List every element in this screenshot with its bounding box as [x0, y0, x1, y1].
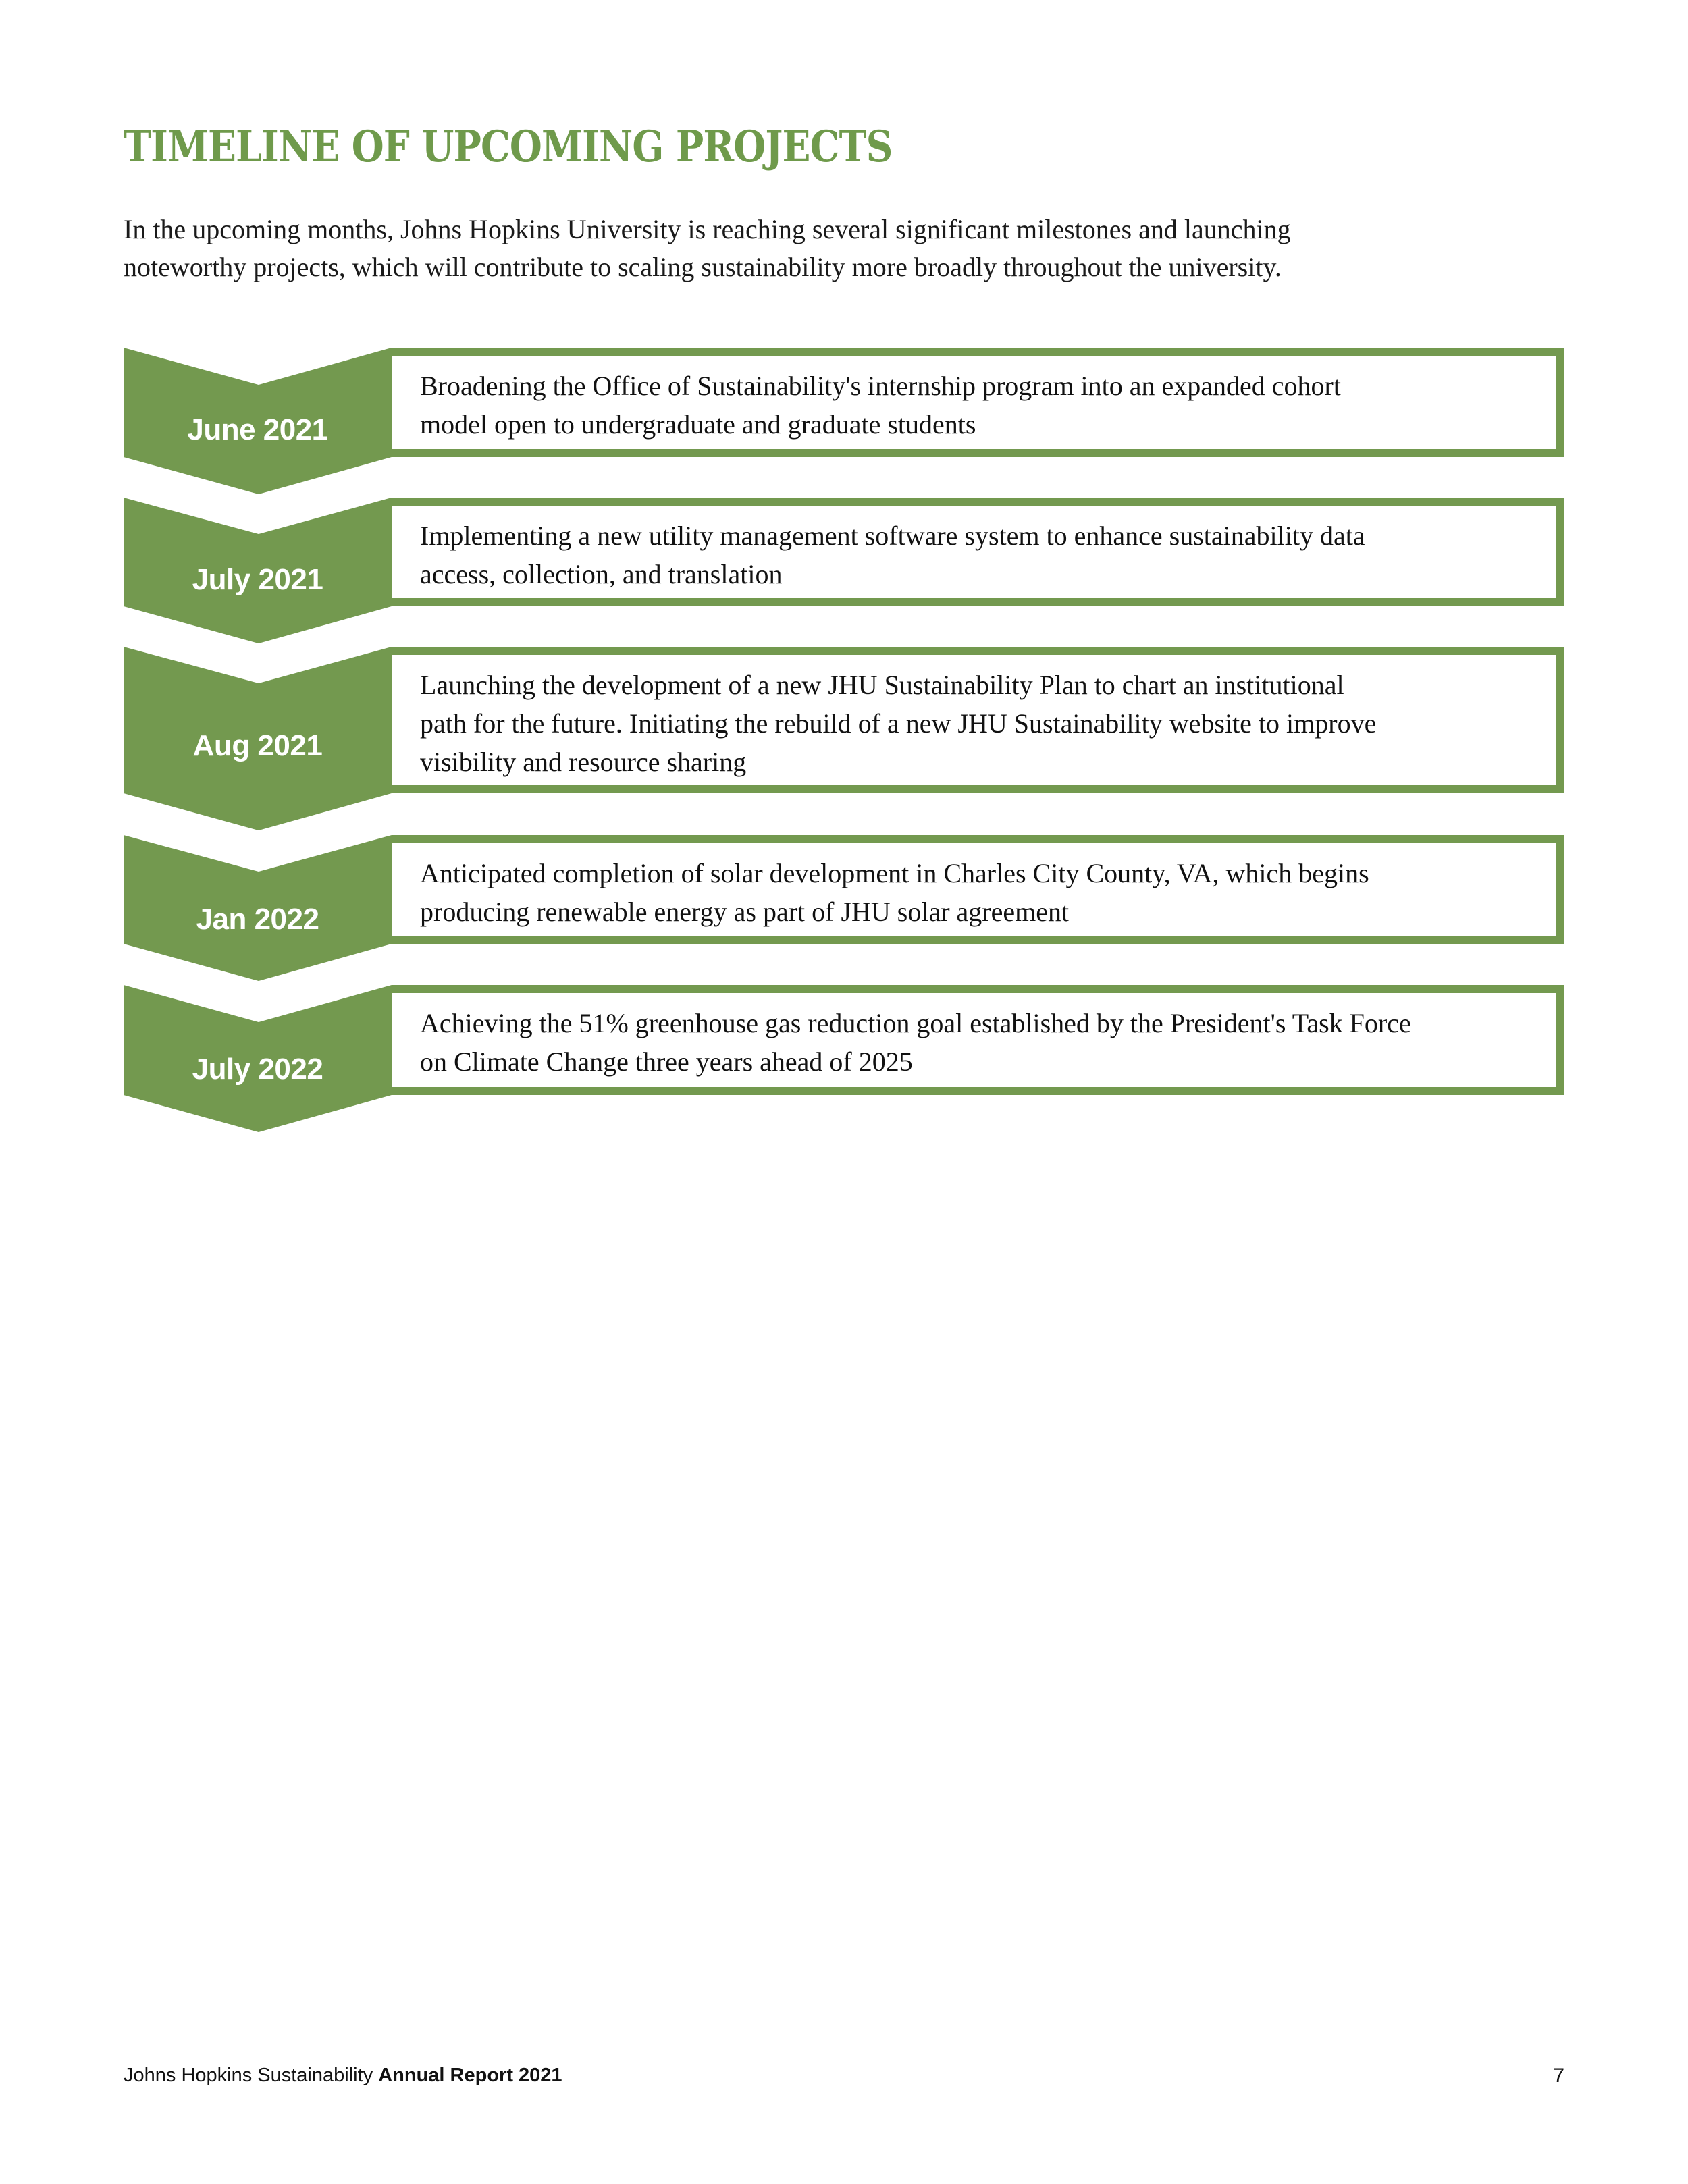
intro-line: In the upcoming months, Johns Hopkins University is reaching several significant milestones and launching — [124, 214, 1291, 244]
timeline-description — [420, 854, 1542, 931]
intro-line: noteworthy projects, which will contribute to scaling sustainability more broadly throughout the university. — [124, 252, 1282, 282]
timeline-description-box — [392, 647, 1564, 793]
timeline-description-box — [392, 498, 1564, 606]
timeline-date: Jan 2022 — [196, 903, 319, 936]
timeline-item — [124, 498, 1564, 643]
description-line: producing renewable energy as part of JHU solar agreement — [420, 897, 1070, 927]
description-line: access, collection, and translation — [420, 559, 783, 589]
description-line: on Climate Change three years ahead of 2025 — [420, 1046, 913, 1077]
description-line: Anticipated completion of solar development in Charles City County, VA, which begins — [420, 858, 1369, 888]
footer-report: Annual Report 2021 — [378, 2065, 562, 2086]
timeline-description — [420, 1004, 1542, 1081]
description-line: Implementing a new utility management software system to enhance sustainability data — [420, 521, 1365, 551]
timeline-item — [124, 647, 1564, 830]
timeline-date: June 2021 — [187, 413, 328, 446]
timeline-date: Aug 2021 — [192, 729, 323, 762]
timeline-item — [124, 348, 1564, 494]
timeline-item — [124, 985, 1564, 1132]
description-line: Achieving the 51% greenhouse gas reduction goal established by the President's Task Force — [420, 1008, 1411, 1038]
description-line: path for the future. Initiating the rebuild of a new JHU Sustainability website to improve — [420, 708, 1377, 739]
description-line: model open to undergraduate and graduate students — [420, 409, 976, 440]
description-line: Launching the development of a new JHU Sustainability Plan to chart an institutional — [420, 670, 1344, 700]
footer-report-title — [124, 2065, 562, 2087]
timeline-description — [420, 516, 1542, 593]
timeline-description — [420, 666, 1542, 781]
timeline-item — [124, 835, 1564, 981]
timeline-date: July 2021 — [192, 563, 323, 596]
timeline-date: July 2022 — [192, 1053, 323, 1086]
page-number: 7 — [1553, 2065, 1564, 2087]
description-line: Broadening the Office of Sustainability's internship program into an expanded cohort — [420, 371, 1341, 401]
description-line: visibility and resource sharing — [420, 747, 747, 777]
footer-org: Johns Hopkins Sustainability — [124, 2065, 373, 2086]
timeline-description-box — [392, 348, 1564, 457]
timeline-description-box — [392, 835, 1564, 944]
timeline-description — [420, 367, 1542, 444]
page-title: TIMELINE OF UPCOMING PROJECTS — [124, 122, 893, 172]
timeline-description-box — [392, 985, 1564, 1095]
